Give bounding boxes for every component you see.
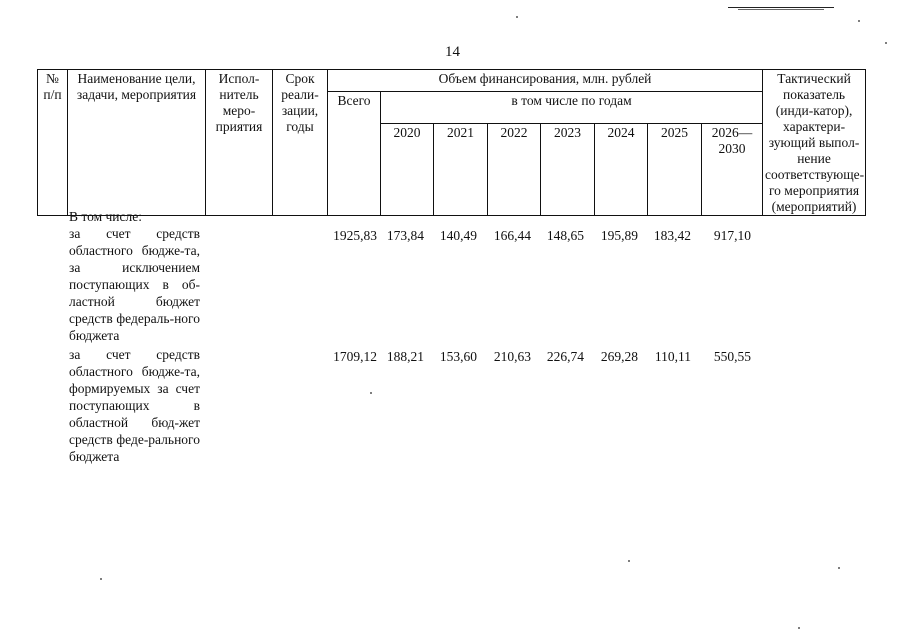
header-total: Всего bbox=[328, 92, 381, 216]
row-1-2021: 140,49 bbox=[439, 228, 477, 243]
scan-rule-line bbox=[738, 9, 824, 10]
scan-speck bbox=[516, 16, 518, 18]
row-1-2020: 173,84 bbox=[386, 228, 424, 243]
row-1-2023: 148,65 bbox=[546, 228, 584, 243]
header-year: 2023 bbox=[541, 124, 595, 216]
row-2-2021: 153,60 bbox=[439, 349, 477, 364]
header-year: 2021 bbox=[434, 124, 488, 216]
header-by-years: в том числе по годам bbox=[381, 92, 763, 124]
row-2-name: за счет средств областного бюдже-та, формируемых за счет поступающих в областной бюд-жет средств феде-рального бюджета bbox=[69, 347, 200, 464]
row-1-name: за счет средств областного бюдже-та, за исключением поступающих в об-ластной бюджет средств федераль-ного бюджета bbox=[69, 226, 200, 343]
row-2-2025: 110,11 bbox=[654, 349, 691, 364]
row-2-2022: 210,63 bbox=[493, 349, 531, 364]
scan-speck bbox=[838, 567, 840, 569]
page-number: 14 bbox=[445, 44, 460, 60]
scan-rule-line bbox=[728, 7, 834, 8]
row-2-2026-2030: 550,55 bbox=[713, 349, 751, 364]
header-executor: Испол-нитель меро-приятия bbox=[206, 70, 273, 216]
row-1-2025: 183,42 bbox=[653, 228, 691, 243]
scan-speck bbox=[100, 578, 102, 580]
header-indicator: Тактический показатель (инди-катор), характери-зующий выпол-нение соответствующе-го мероприятия (мероприятий) bbox=[763, 70, 866, 216]
row-2-total: 1709,12 bbox=[333, 349, 377, 364]
header-name: Наименование цели, задачи, мероприятия bbox=[68, 70, 206, 216]
header-year: 2025 bbox=[648, 124, 702, 216]
rows-caption: В том числе: bbox=[69, 209, 142, 224]
row-1-2022: 166,44 bbox=[493, 228, 531, 243]
row-2-2024: 269,28 bbox=[600, 349, 638, 364]
row-2-2023: 226,74 bbox=[546, 349, 584, 364]
scan-speck bbox=[628, 560, 630, 562]
header-year: 2020 bbox=[381, 124, 434, 216]
header-year: 2022 bbox=[488, 124, 541, 216]
row-1-2024: 195,89 bbox=[600, 228, 638, 243]
row-1-total: 1925,83 bbox=[333, 228, 377, 243]
header-year: 2026—2030 bbox=[702, 124, 763, 216]
header-num: № п/п bbox=[38, 70, 68, 216]
header-term: Срок реали-зации, годы bbox=[273, 70, 328, 216]
row-1-2026-2030: 917,10 bbox=[713, 228, 751, 243]
row-2-2020: 188,21 bbox=[386, 349, 424, 364]
header-year: 2024 bbox=[595, 124, 648, 216]
scan-speck bbox=[370, 392, 372, 394]
financing-table-header bbox=[37, 69, 866, 216]
header-volume: Объем финансирования, млн. рублей bbox=[328, 70, 763, 92]
scan-speck bbox=[858, 20, 860, 22]
scan-speck bbox=[798, 627, 800, 629]
